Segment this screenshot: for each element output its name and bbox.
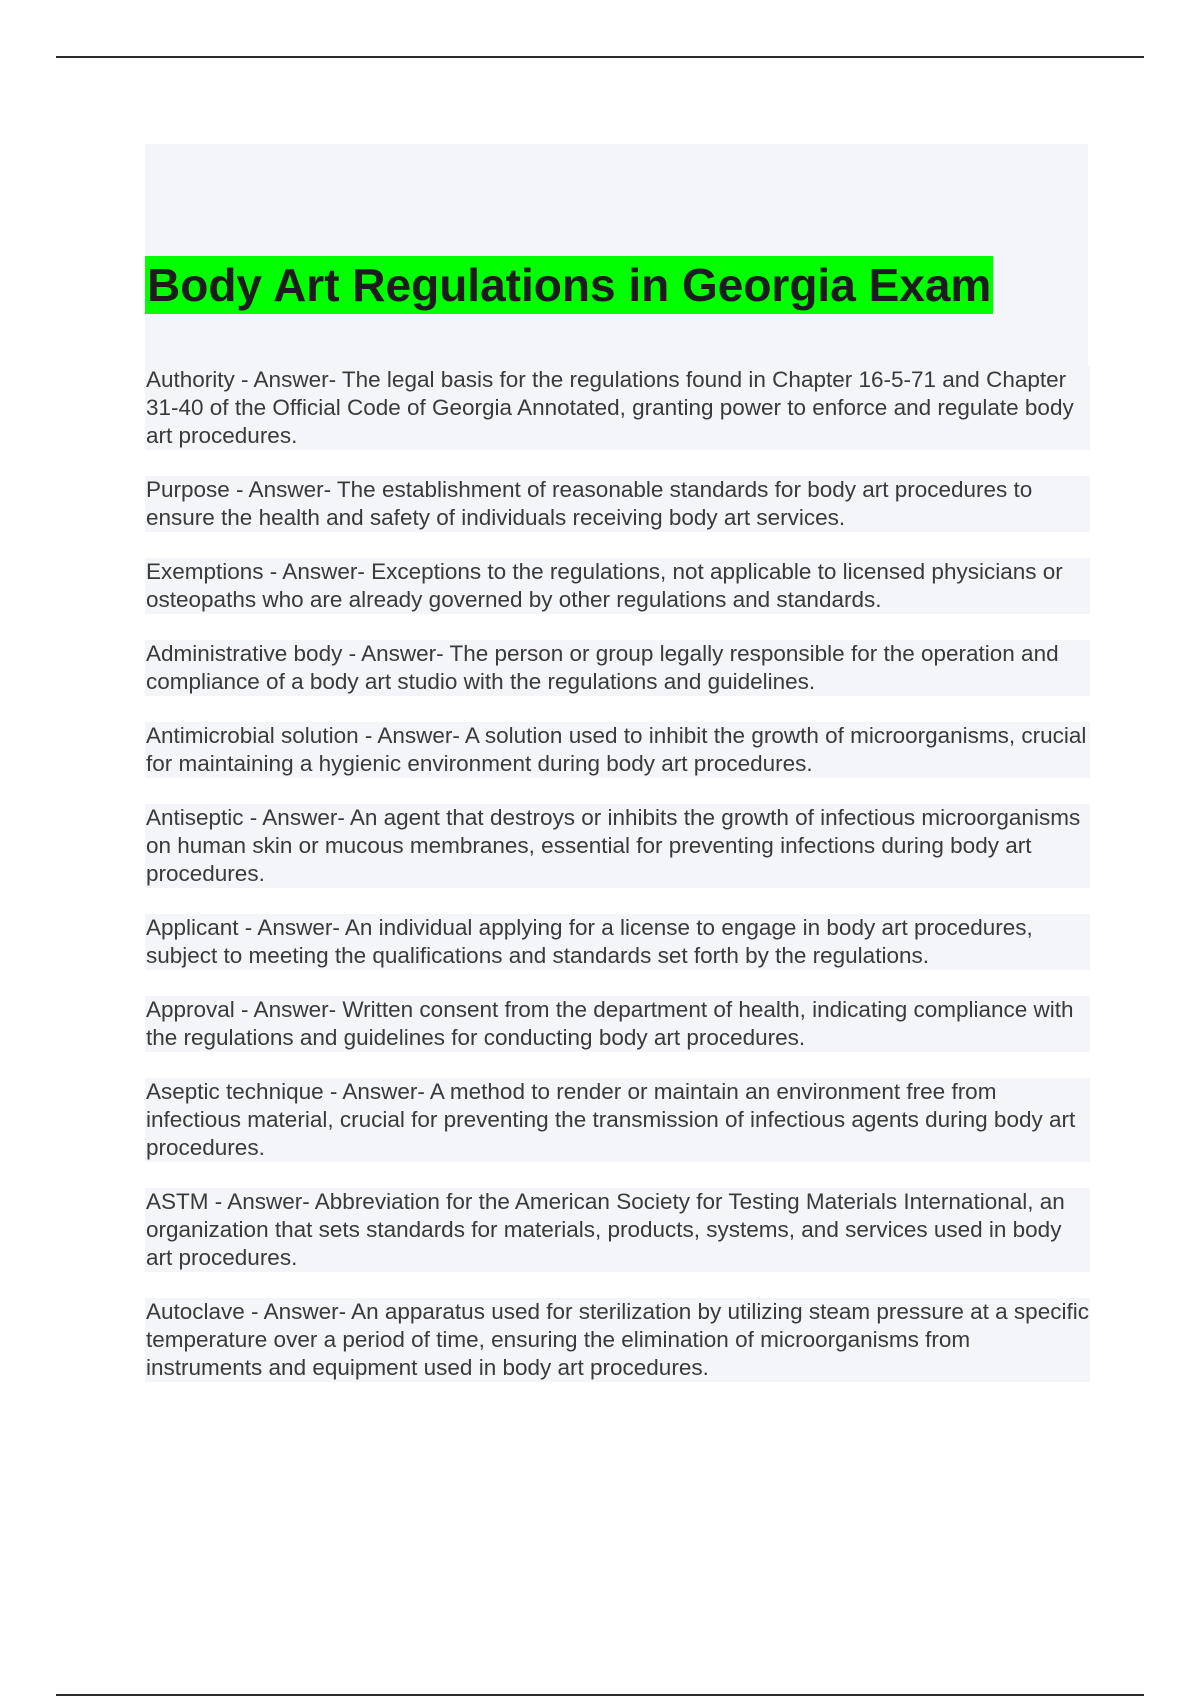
page-title: Body Art Regulations in Georgia Exam (145, 256, 993, 314)
qa-list (145, 366, 1090, 1408)
qa-entry-text: Authority - Answer- The legal basis for the regulations found in Chapter 16-5-71 and Chapter 31-40 of the Official Code of Georgia Annotated, granting power to enforce and regulate body art procedures. (145, 366, 1090, 450)
qa-entry-aseptic-technique (145, 1078, 1090, 1162)
qa-entry-text: Autoclave - Answer- An apparatus used for sterilization by utilizing steam pressure at a specific temperature over a period of time, ensuring the elimination of microorganisms from instruments and equipment used in body art procedures. (146, 1299, 1089, 1380)
qa-entry-text: Aseptic technique - Answer- A method to render or maintain an environment free from infectious material, crucial for preventing the transmission of infectious agents during body art procedures. (145, 1078, 1090, 1162)
qa-entry-approval (145, 996, 1090, 1052)
qa-entry-astm (145, 1188, 1090, 1272)
qa-entry-antimicrobial-solution (145, 722, 1090, 778)
qa-entry-exemptions (145, 558, 1090, 614)
qa-entry-text: Exemptions - Answer- Exceptions to the regulations, not applicable to licensed physicians or osteopaths who are already governed by other regulations and standards. (145, 558, 1090, 614)
footer-rule (56, 1694, 1144, 1696)
title-panel (145, 144, 1088, 366)
qa-entry-purpose (145, 476, 1090, 532)
qa-entry-administrative-body (145, 640, 1090, 696)
qa-entry-text: Applicant - Answer- An individual applying for a license to engage in body art procedures, subject to meeting the qualifications and standards set forth by the regulations. (145, 914, 1090, 970)
qa-entry-autoclave (145, 1298, 1090, 1382)
qa-entry-text: Antiseptic - Answer- An agent that destroys or inhibits the growth of infectious microorganisms on human skin or mucous membranes, essential for preventing infections during body art procedures. (145, 804, 1090, 888)
qa-entry-text: Approval - Answer- Written consent from the department of health, indicating compliance with the regulations and guidelines for conducting body art procedures. (145, 996, 1090, 1052)
qa-entry-authority (145, 366, 1090, 450)
qa-entry-text: Purpose - Answer- The establishment of reasonable standards for body art procedures to ensure the health and safety of individuals receiving body art services. (145, 476, 1090, 532)
qa-entry-text: ASTM - Answer- Abbreviation for the American Society for Testing Materials International, an organization that sets standards for materials, products, systems, and services used in body art procedures. (145, 1188, 1090, 1272)
qa-entry-text: Administrative body - Answer- The person or group legally responsible for the operation and compliance of a body art studio with the regulations and guidelines. (145, 640, 1090, 696)
qa-entry-applicant (145, 914, 1090, 970)
qa-entry-antiseptic (145, 804, 1090, 888)
qa-entry-text: Antimicrobial solution - Answer- A solution used to inhibit the growth of microorganisms, crucial for maintaining a hygienic environment during body art procedures. (145, 722, 1090, 778)
header-rule (56, 56, 1144, 58)
